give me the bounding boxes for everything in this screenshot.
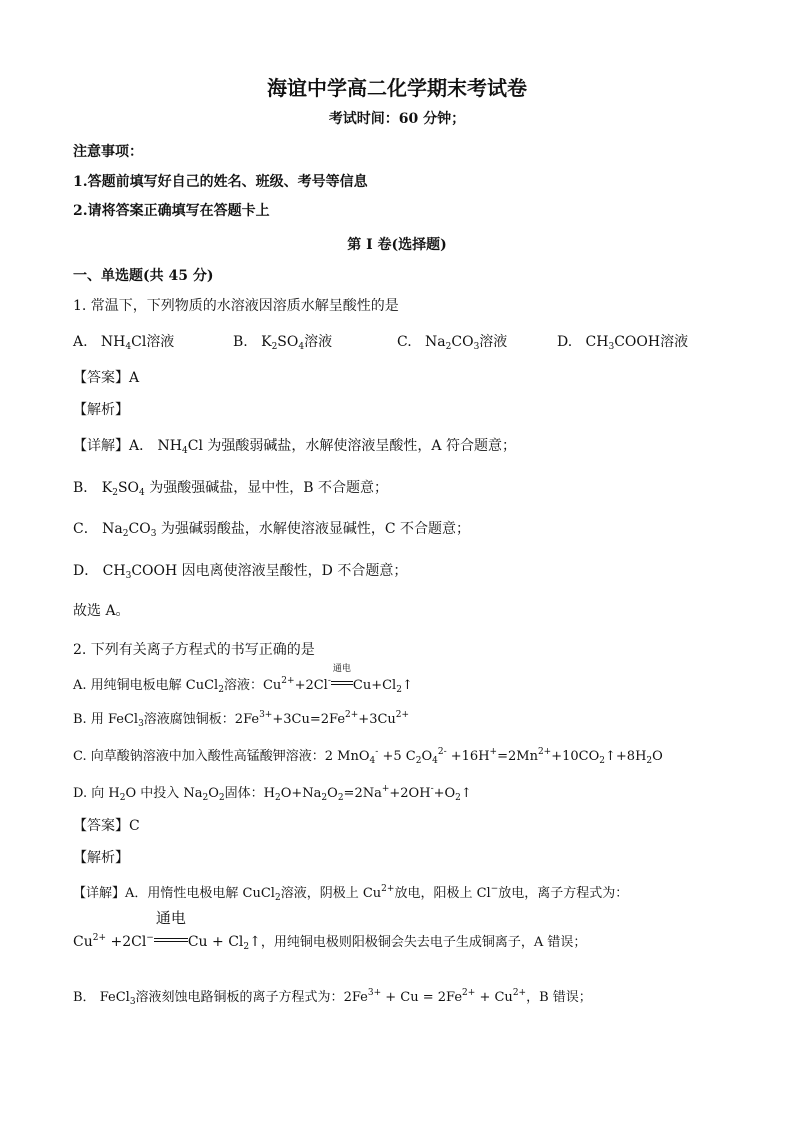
page-title: 海谊中学高二化学期末考试卷 <box>267 76 527 100</box>
q2-analysis-label: 【解析】 <box>73 850 129 866</box>
q2-stem: 2. 下列有关离子方程式的书写正确的是 <box>73 642 315 658</box>
q2-detail-a-equation: $Cu^{2+} +2Cl^-$ 通电 $Cu + Cl_2↑$，用纯铜电极则阳极铜会失去电子生成铜离子，A 错误； <box>73 909 587 952</box>
q1-detail-c: C． $Na_2CO_3$ 为强碱弱酸盐，水解使溶液显碱性，C 不合题意； <box>73 521 471 539</box>
notes-item-1: 1.答题前填写好自己的姓名、班级、考号等信息 <box>73 174 368 190</box>
exam-duration: 考试时间：60 分钟； <box>328 111 466 127</box>
notes-heading: 注意事项： <box>73 144 143 160</box>
q1-detail-a: 【详解】A． $NH_4Cl$ 为强酸弱碱盐，水解使溶液呈酸性，A 符合题意； <box>73 438 516 456</box>
q1-detail-b: B． $K_2SO_4$ 为强酸强碱盐，显中性，B 不合题意； <box>73 480 388 498</box>
q1-detail-d: D． $CH_3COOH$ 因电离使溶液呈酸性，D 不合题意； <box>73 563 408 581</box>
q1-option-b: B. $K_2SO_4$溶液 <box>233 334 333 352</box>
q1-option-c: C. $Na_2CO_3$溶液 <box>397 334 508 352</box>
notes-item-2: 2.请将答案正确填写在答题卡上 <box>73 203 270 219</box>
volume-title: 第 I 卷(选择题) <box>347 237 447 253</box>
q2-option-b: B. 用 FeCl$_3$溶液腐蚀铜板：$2Fe^{3+}+3Cu=2Fe^{2+}+3Cu^{2+}$ <box>73 710 410 729</box>
q1-option-d: D. $CH_3COOH$溶液 <box>557 334 689 352</box>
q1-option-a: A. $NH_4Cl$溶液 <box>73 334 175 352</box>
q2-detail-a: 【详解】A．用惰性电极电解 CuCl$_2$溶液，阴极上 $Cu^{2+}$放电，阳极上 Cl−放电，离子方程式为： <box>73 884 629 903</box>
q2-answer: 【答案】C <box>73 818 140 834</box>
q1-answer: 【答案】A <box>73 370 140 386</box>
q2-detail-b: B． FeCl$_3$溶液刻蚀电路铜板的离子方程式为：$2Fe^{3+} + Cu = 2Fe^{2+} + Cu^{2+}$，B 错误； <box>73 988 592 1007</box>
q1-conclusion: 故选 A。 <box>73 603 130 619</box>
q1-stem: 1. 常温下，下列物质的水溶液因溶质水解呈酸性的是 <box>73 298 399 314</box>
q2-option-a: A. 用纯铜电板电解 CuCl$_2$溶液：$Cu^{2+}+2Cl^-$ 通电 $Cu+Cl_2↑$ <box>73 664 413 695</box>
q2-option-d: D. 向 $H_2O$ 中投入 $Na_2O_2$固体：$H_2O+Na_2O_2=2Na^++2OH^-+O_2↑$ <box>73 784 472 803</box>
q2-option-c: C. 向草酸钠溶液中加入酸性高锰酸钾溶液：2 MnO$_4$- +5 $C_2O_4^{2-}$ $+16H^+=2Mn^{2+}+10CO_2↑+8H_2O$ <box>73 747 663 766</box>
q1-analysis-label: 【解析】 <box>73 402 129 418</box>
section-title: 一、单选题(共 45 分) <box>73 268 214 284</box>
